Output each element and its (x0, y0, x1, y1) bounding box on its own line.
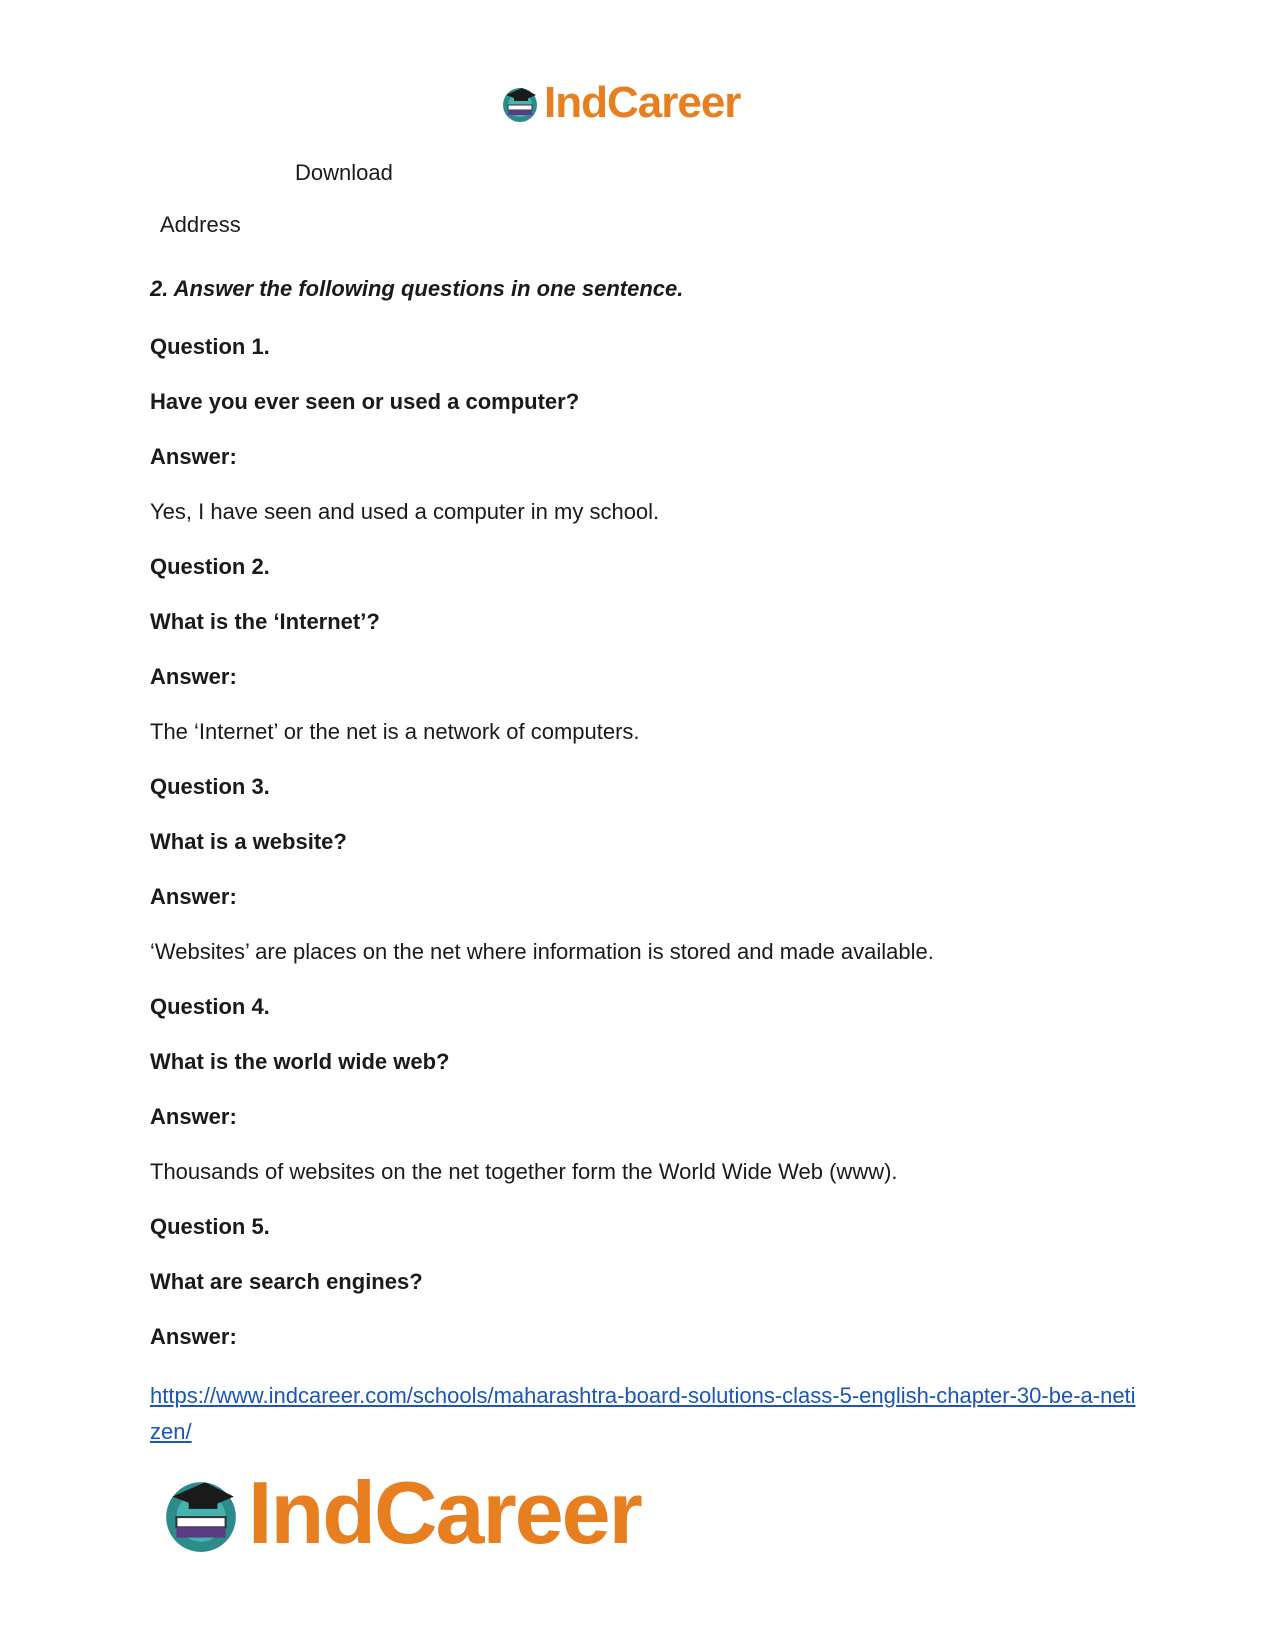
footer-logo (160, 1462, 641, 1564)
graduation-cap-book-globe-icon (160, 1472, 242, 1554)
answer-label: Answer: (150, 1324, 237, 1349)
question-label: Question 1. (150, 334, 270, 359)
brand-name: IndCareer (544, 78, 741, 127)
section-title: 2. Answer the following questions in one sentence. (150, 276, 684, 301)
answer-label: Answer: (150, 664, 237, 689)
answer-text: Yes, I have seen and used a computer in my school. (150, 499, 660, 524)
answer-label: Answer: (150, 1104, 237, 1129)
answer-text: ‘Websites’ are places on the net where information is stored and made available. (150, 939, 934, 964)
question-text: What is the world wide web? (150, 1049, 450, 1074)
source-url-link[interactable]: https://www.indcareer.com/schools/maharashtra-board-solutions-class-5-english-chapter-30-be-a-netizen/ (150, 1383, 1136, 1444)
question-label: Question 5. (150, 1214, 270, 1239)
answer-label: Answer: (150, 884, 237, 909)
address-link[interactable]: Address (160, 212, 241, 237)
header-logo (500, 78, 740, 128)
question-text: What is a website? (150, 829, 347, 854)
answer-text: The ‘Internet’ or the net is a network of computers. (150, 719, 640, 744)
question-label: Question 2. (150, 554, 270, 579)
brand-name: IndCareer (248, 1463, 641, 1562)
question-text: What are search engines? (150, 1269, 423, 1294)
document-body (150, 276, 1140, 1379)
question-label: Question 4. (150, 994, 270, 1019)
question-label: Question 3. (150, 774, 270, 799)
download-link[interactable]: Download (295, 160, 393, 185)
answer-label: Answer: (150, 444, 237, 469)
graduation-cap-book-globe-icon (500, 83, 540, 123)
answer-text: Thousands of websites on the net together form the World Wide Web (www). (150, 1159, 898, 1184)
question-text: What is the ‘Internet’? (150, 609, 380, 634)
question-text: Have you ever seen or used a computer? (150, 389, 580, 414)
